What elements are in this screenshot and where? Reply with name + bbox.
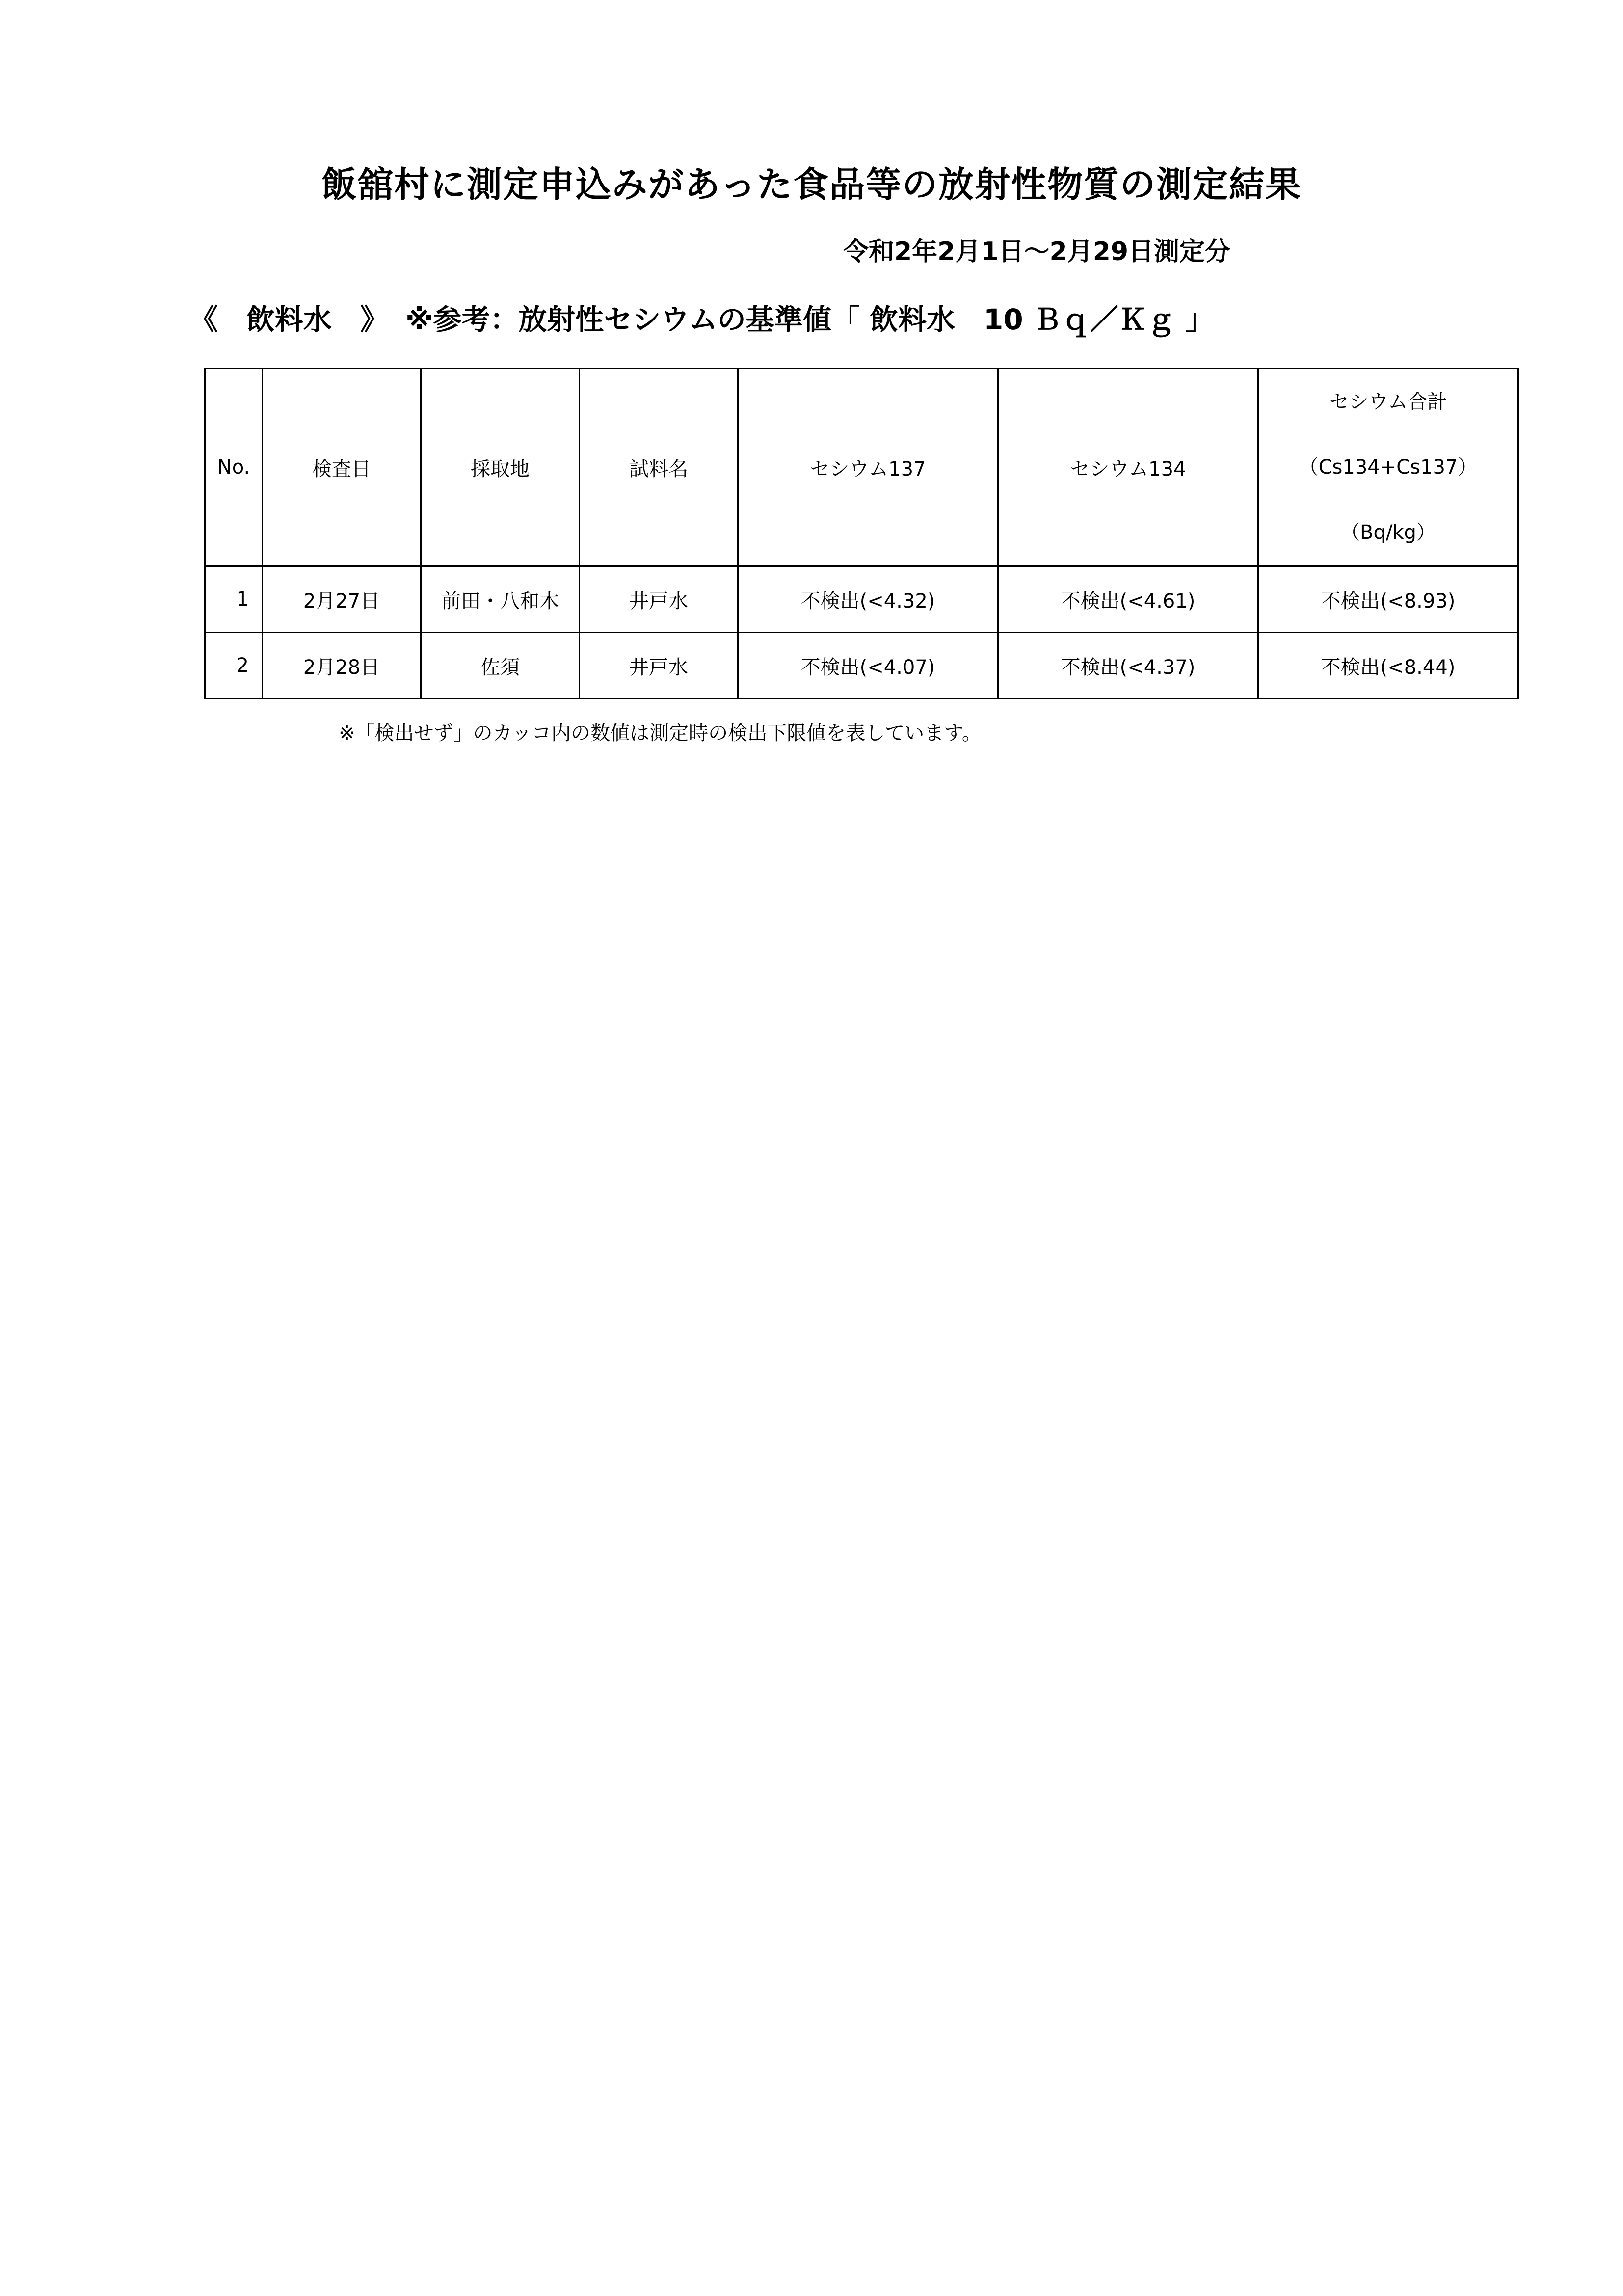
- section-category: 《 飲料水 》: [189, 303, 389, 336]
- results-table: [204, 368, 1519, 699]
- cell-total: 不検出(<8.93): [1258, 566, 1518, 633]
- cell-date: 2月27日: [263, 566, 421, 633]
- cell-location: 佐須: [421, 633, 580, 699]
- header-total-label: セシウム合計: [1329, 390, 1447, 413]
- cell-no: 1: [205, 566, 263, 633]
- cell-total: 不検出(<8.44): [1258, 633, 1518, 699]
- cell-sample: 井戸水: [580, 566, 738, 633]
- header-total: [1258, 369, 1518, 566]
- cell-no: 2: [205, 633, 263, 699]
- cell-cs137: 不検出(<4.07): [738, 633, 998, 699]
- table-header-row: [205, 369, 1518, 566]
- cell-location: 前田・八和木: [421, 566, 580, 633]
- cell-cs134: 不検出(<4.37): [998, 633, 1258, 699]
- cell-date: 2月28日: [263, 633, 421, 699]
- cell-cs134: 不検出(<4.61): [998, 566, 1258, 633]
- header-sample: 試料名: [580, 369, 738, 566]
- footnote: ※「検出せず」のカッコ内の数値は測定時の検出下限値を表しています。: [339, 722, 982, 745]
- measurement-period: 令和2年2月1日～2月29日測定分: [843, 237, 1231, 267]
- header-cs134: セシウム134: [998, 369, 1258, 566]
- header-total-unit: （Bq/kg）: [1340, 521, 1436, 544]
- cell-sample: 井戸水: [580, 633, 738, 699]
- page-title: 飯舘村に測定申込みがあった食品等の放射性物質の測定結果: [321, 164, 1302, 205]
- header-no: No.: [205, 369, 263, 566]
- table-row: [205, 566, 1518, 633]
- section-heading: [189, 296, 1214, 338]
- cell-cs137: 不検出(<4.32): [738, 566, 998, 633]
- table-row: [205, 633, 1518, 699]
- header-location: 採取地: [421, 369, 580, 566]
- reference-standard-note: ※参考：放射性セシウムの基準値「 飲料水 10 Ｂｑ／Ｋｇ 」: [405, 303, 1214, 336]
- header-total-formula: （Cs134+Cs137）: [1299, 455, 1478, 479]
- header-cs137: セシウム137: [738, 369, 998, 566]
- header-date: 検査日: [263, 369, 421, 566]
